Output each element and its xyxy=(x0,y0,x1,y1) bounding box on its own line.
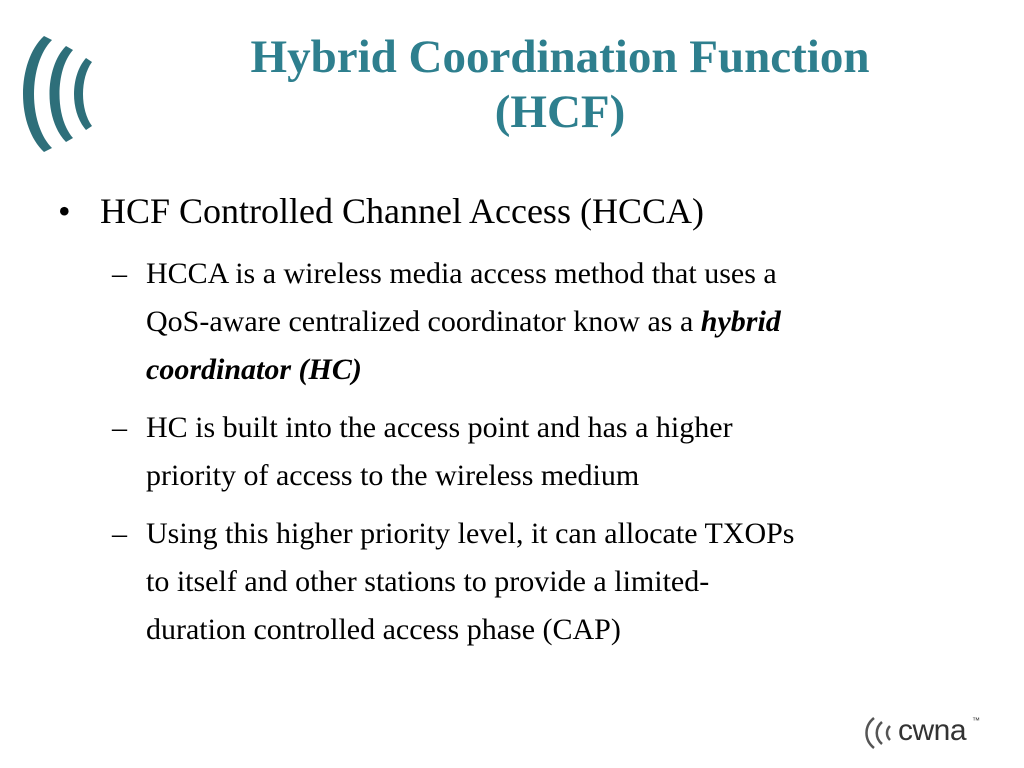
sub-bullet-marker: – xyxy=(112,517,127,550)
sub-bullet-line: Using this higher priority level, it can allocate TXOPs xyxy=(146,517,795,550)
sub-bullet-line: duration controlled access phase (CAP) xyxy=(146,613,621,646)
main-bullet xyxy=(58,189,704,233)
title-line-2: (HCF) xyxy=(494,86,626,138)
sub-bullet-line: to itself and other stations to provide a limited- xyxy=(146,565,710,598)
sub-bullet-3 xyxy=(112,510,795,654)
cwna-logo xyxy=(862,712,984,754)
title-line-1: Hybrid Coordination Function xyxy=(250,31,870,83)
sub-bullet-text: QoS-aware centralized coordinator know as a xyxy=(146,305,701,338)
bullet-text: HCF Controlled Channel Access (HCCA) xyxy=(100,191,704,231)
sub-bullet-line: HCCA is a wireless media access method that uses a xyxy=(146,257,777,290)
sub-bullet-line xyxy=(146,298,781,346)
bullet-marker: • xyxy=(58,191,71,231)
sub-bullet-1 xyxy=(112,250,781,394)
emphasis-text: hybrid xyxy=(700,305,781,338)
small-wireless-arcs-icon xyxy=(862,716,898,750)
wireless-arcs-icon xyxy=(14,32,114,156)
sub-bullet-line: priority of access to the wireless medium xyxy=(146,459,640,492)
slide-title xyxy=(140,30,980,140)
sub-bullet-marker: – xyxy=(112,411,127,444)
sub-bullet-marker: – xyxy=(112,257,127,290)
cwna-logo-text: cwna xyxy=(898,714,967,747)
emphasis-line: coordinator (HC) xyxy=(146,353,362,386)
trademark-symbol: ™ xyxy=(972,716,980,725)
sub-bullet-2 xyxy=(112,404,733,500)
sub-bullet-line: HC is built into the access point and has a higher xyxy=(146,411,733,444)
